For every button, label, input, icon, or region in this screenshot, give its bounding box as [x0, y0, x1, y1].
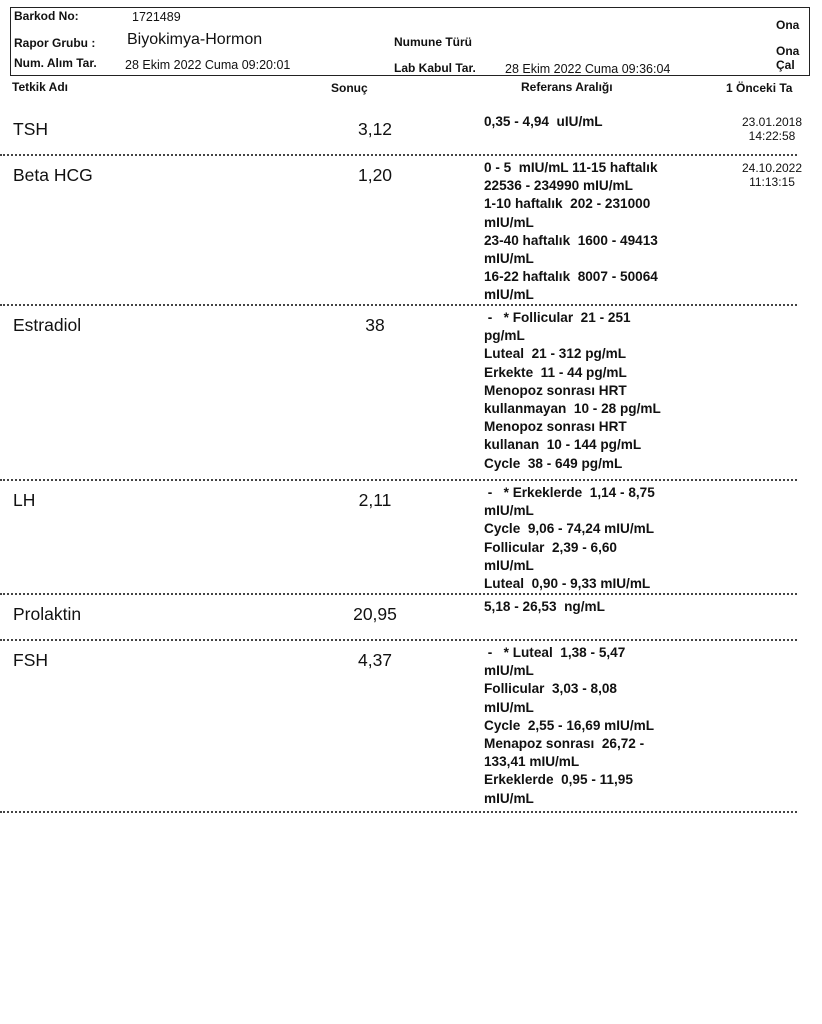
reference-line: Follicular 2,39 - 6,60	[484, 539, 617, 555]
test-result: 2,11	[358, 490, 392, 510]
approve-label-3: Çal	[776, 58, 795, 72]
reference-line: 0,35 - 4,94 uIU/mL	[484, 114, 603, 129]
reference-line: 133,41 mIU/mL	[484, 754, 580, 770]
reference-range	[484, 113, 603, 131]
reference-range	[484, 159, 658, 305]
test-result: 3,12	[357, 119, 393, 139]
reference-line: 5,18 - 26,53 ng/mL	[484, 599, 605, 614]
previous-result	[722, 115, 822, 143]
reference-line: mIU/mL	[484, 557, 534, 573]
reference-line: Luteal 21 - 312 pg/mL	[484, 346, 627, 362]
table-row-lh	[0, 479, 797, 595]
reference-line: Erkekte 11 - 44 pg/mL	[484, 364, 627, 380]
reference-line: Cycle 38 - 649 pg/mL	[484, 455, 623, 471]
previous-date: 24.10.2022	[741, 161, 803, 175]
previous-time: 11:13:15	[749, 175, 795, 189]
sample-date-value: 28 Ekim 2022 Cuma 09:20:01	[125, 58, 291, 72]
sample-date-label: Num. Alım Tar.	[14, 56, 97, 70]
reference-line: Follicular 3,03 - 8,08	[484, 681, 617, 697]
previous-time: 14:22:58	[748, 129, 796, 143]
sample-type-label: Numune Türü	[394, 35, 472, 49]
test-name: FSH	[13, 650, 48, 670]
reference-line: Menapoz sonrası 26,72 -	[484, 736, 645, 752]
reference-line: pg/mL	[484, 328, 525, 344]
reference-line: 22536 - 234990 mIU/mL	[484, 178, 633, 194]
test-name: Beta HCG	[13, 165, 93, 185]
column-header-test: Tetkik Adı	[12, 80, 69, 94]
previous-result	[722, 161, 822, 189]
report-group-label: Rapor Grubu :	[14, 36, 96, 50]
reference-range	[484, 644, 654, 808]
test-name: Estradiol	[13, 315, 82, 335]
test-name: LH	[13, 490, 36, 510]
table-row-estradiol	[0, 304, 797, 481]
test-result: 20,95	[353, 604, 397, 624]
reference-line: mIU/mL	[484, 214, 534, 230]
reference-line: - * Follicular 21 - 251	[484, 310, 631, 325]
table-row-prolaktin	[0, 593, 797, 641]
test-name: Prolaktin	[13, 604, 82, 624]
table-row-fsh	[0, 639, 797, 813]
lab-accept-value: 28 Ekim 2022 Cuma 09:36:04	[505, 62, 671, 76]
reference-line: mIU/mL	[484, 790, 534, 806]
reference-line: mIU/mL	[484, 287, 534, 303]
reference-line: mIU/mL	[484, 699, 534, 715]
table-row-tsh	[0, 108, 803, 156]
barcode-label: Barkod No:	[14, 9, 79, 23]
test-name: TSH	[13, 119, 48, 139]
test-result: 4,37	[357, 650, 393, 670]
reference-line: kullanan 10 - 144 pg/mL	[484, 437, 642, 453]
reference-line: 16-22 haftalık 8007 - 50064	[484, 269, 658, 285]
reference-line: 23-40 haftalık 1600 - 49413	[484, 232, 658, 248]
report-group-value: Biyokimya-Hormon	[127, 31, 263, 48]
previous-date: 23.01.2018	[741, 115, 803, 129]
barcode-value: 1721489	[132, 10, 181, 24]
approve-label-1: Ona	[776, 18, 800, 32]
reference-line: - * Erkeklerde 1,14 - 8,75	[484, 485, 655, 500]
reference-line: - * Luteal 1,38 - 5,47	[484, 645, 626, 660]
reference-line: kullanmayan 10 - 28 pg/mL	[484, 401, 661, 417]
reference-range	[484, 309, 661, 473]
column-header-result: Sonuç	[331, 81, 368, 95]
reference-line: Luteal 0,90 - 9,33 mIU/mL	[484, 576, 651, 592]
reference-range	[484, 484, 655, 593]
test-result: 38	[365, 315, 385, 335]
reference-line: mIU/mL	[484, 251, 534, 267]
reference-line: Erkeklerde 0,95 - 11,95	[484, 772, 633, 788]
lab-accept-label: Lab Kabul Tar.	[394, 61, 476, 75]
reference-line: mIU/mL	[484, 503, 534, 519]
reference-line: Menopoz sonrası HRT	[484, 419, 627, 435]
test-result: 1,20	[357, 165, 393, 185]
reference-line: 1-10 haftalık 202 - 231000	[484, 196, 651, 212]
column-header-reference: Referans Aralığı	[521, 80, 613, 94]
reference-range	[484, 598, 605, 616]
table-row-beta-hcg	[0, 154, 803, 306]
reference-line: Cycle 9,06 - 74,24 mIU/mL	[484, 521, 655, 537]
column-header-previous: 1 Önceki Ta	[726, 81, 793, 95]
reference-line: 0 - 5 mIU/mL 11-15 haftalık	[484, 160, 658, 175]
reference-line: mIU/mL	[484, 663, 534, 679]
approve-label-2: Ona	[776, 44, 800, 58]
reference-line: Menopoz sonrası HRT	[484, 382, 627, 398]
reference-line: Cycle 2,55 - 16,69 mIU/mL	[484, 717, 655, 733]
